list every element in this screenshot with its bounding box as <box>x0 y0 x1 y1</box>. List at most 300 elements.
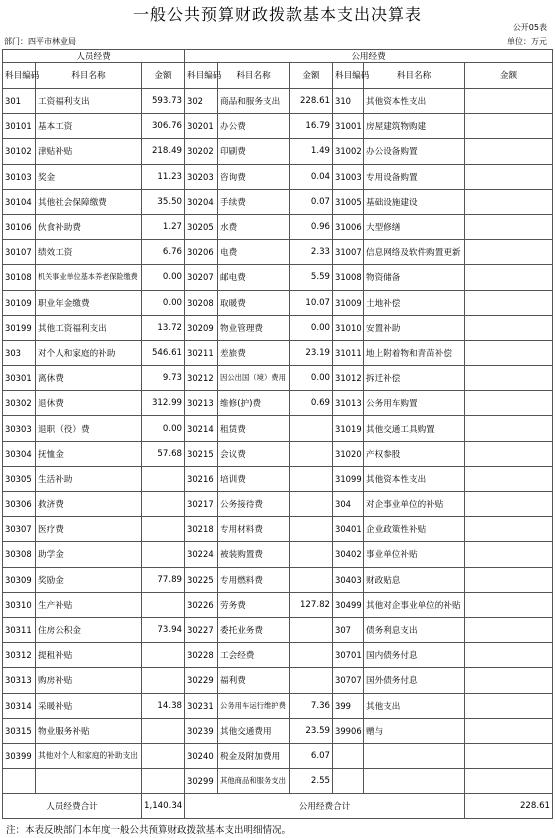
subject-code: 30205 <box>185 214 218 239</box>
subject-name: 对个人和家庭的补助 <box>36 340 142 365</box>
subject-name: 办公设备购置 <box>364 139 465 164</box>
subject-code: 30499 <box>333 592 364 617</box>
column-header-row <box>3 63 553 89</box>
subject-name: 工会经费 <box>218 643 290 668</box>
subject-name: 助学金 <box>36 542 142 567</box>
subject-name: 其他资本性支出 <box>364 466 465 491</box>
table-row <box>3 492 553 517</box>
subject-code: 30299 <box>185 769 218 794</box>
subject-code: 310 <box>333 89 364 114</box>
amount-cell <box>465 718 553 743</box>
subject-code: 30207 <box>185 265 218 290</box>
amount-cell: 2.55 <box>290 769 333 794</box>
subject-name: 其他资本性支出 <box>364 89 465 114</box>
table-row <box>3 542 553 567</box>
subject-name: 邮电费 <box>218 265 290 290</box>
amount-cell <box>142 492 185 517</box>
subject-code: 30308 <box>3 542 36 567</box>
report-title: 一般公共预算财政拨款基本支出决算表 <box>132 5 422 24</box>
amount-cell: 0.04 <box>290 164 333 189</box>
table-row <box>3 466 553 491</box>
subject-code: 30103 <box>3 164 36 189</box>
table-row <box>3 718 553 743</box>
subject-name: 机关事业单位基本养老保险缴费 <box>36 265 142 290</box>
subject-name: 福利费 <box>218 668 290 693</box>
subject-code: 30101 <box>3 114 36 139</box>
subject-name: 提租补贴 <box>36 643 142 668</box>
subject-code: 30399 <box>3 743 36 768</box>
amount-cell: 23.19 <box>290 340 333 365</box>
subject-code: 301 <box>3 89 36 114</box>
subject-code: 30201 <box>185 114 218 139</box>
group-public: 公用经费 <box>185 50 553 63</box>
subject-name: 退休费 <box>36 391 142 416</box>
subject-name: 物业服务补贴 <box>36 718 142 743</box>
table-row <box>3 567 553 592</box>
amount-cell <box>290 643 333 668</box>
table-row <box>3 366 553 391</box>
subject-code: 30203 <box>185 164 218 189</box>
amount-cell: 6.76 <box>142 240 185 265</box>
amount-cell <box>142 542 185 567</box>
subject-code: 30240 <box>185 743 218 768</box>
subject-code: 303 <box>3 340 36 365</box>
amount-cell: 9.73 <box>142 366 185 391</box>
subject-code: 30304 <box>3 441 36 466</box>
amount-cell: 0.00 <box>290 315 333 340</box>
amount-cell <box>465 189 553 214</box>
subject-name: 委托业务费 <box>218 617 290 642</box>
amount-cell <box>465 567 553 592</box>
subject-name: 财政贴息 <box>364 567 465 592</box>
amount-cell <box>142 466 185 491</box>
subject-name: 津贴补贴 <box>36 139 142 164</box>
table-row <box>3 214 553 239</box>
amount-cell: 5.59 <box>290 265 333 290</box>
header-amount: 金额 <box>142 63 185 89</box>
header-code: 科目编码 <box>333 63 364 89</box>
subject-code: 30307 <box>3 517 36 542</box>
subject-name: 企业政策性补贴 <box>364 517 465 542</box>
amount-cell: 57.68 <box>142 441 185 466</box>
subject-code: 30402 <box>333 542 364 567</box>
subject-name: 其他交通工具购置 <box>364 416 465 441</box>
subject-name: 其他工资福利支出 <box>36 315 142 340</box>
subject-name: 住房公积金 <box>36 617 142 642</box>
amount-cell <box>290 466 333 491</box>
amount-cell <box>142 668 185 693</box>
subject-code: 30305 <box>3 466 36 491</box>
subject-code: 30231 <box>185 693 218 718</box>
amount-cell <box>465 542 553 567</box>
subject-name: 基础设施建设 <box>364 189 465 214</box>
subject-code: 31010 <box>333 315 364 340</box>
department-label: 部门：四平市林业局 <box>4 37 76 46</box>
subject-name <box>364 769 465 794</box>
amount-cell: 6.07 <box>290 743 333 768</box>
amount-cell <box>465 466 553 491</box>
subject-name: 地上附着物和青苗补偿 <box>364 340 465 365</box>
subject-name: 税金及附加费用 <box>218 743 290 768</box>
personnel-total-value: 1,140.34 <box>142 794 185 819</box>
table-row <box>3 315 553 340</box>
amount-cell <box>465 643 553 668</box>
subject-name: 印刷费 <box>218 139 290 164</box>
group-personnel: 人员经费 <box>3 50 185 63</box>
table-row <box>3 290 553 315</box>
subject-code: 30302 <box>3 391 36 416</box>
subject-code: 30106 <box>3 214 36 239</box>
subject-code: 30216 <box>185 466 218 491</box>
subject-name: 其他社会保障缴费 <box>36 189 142 214</box>
subject-name: 生活补助 <box>36 466 142 491</box>
subject-name: 公务用车购置 <box>364 391 465 416</box>
subject-name: 公务用车运行维护费 <box>218 693 290 718</box>
unit-label: 单位：万元 <box>507 37 547 46</box>
amount-cell: 14.38 <box>142 693 185 718</box>
amount-cell <box>465 315 553 340</box>
amount-cell: 546.61 <box>142 340 185 365</box>
subject-code: 30309 <box>3 567 36 592</box>
table-row <box>3 668 553 693</box>
amount-cell <box>465 214 553 239</box>
subject-code: 399 <box>333 693 364 718</box>
table-row <box>3 617 553 642</box>
subject-code: 30303 <box>3 416 36 441</box>
subject-name: 拆迁补偿 <box>364 366 465 391</box>
amount-cell: 1.49 <box>290 139 333 164</box>
amount-cell: 312.99 <box>142 391 185 416</box>
subject-code: 31001 <box>333 114 364 139</box>
table-row <box>3 643 553 668</box>
subject-name: 专用燃料费 <box>218 567 290 592</box>
amount-cell <box>142 517 185 542</box>
subject-code: 30401 <box>333 517 364 542</box>
subject-code: 30109 <box>3 290 36 315</box>
table-row <box>3 89 553 114</box>
subject-name: 生产补贴 <box>36 592 142 617</box>
public-total-value: 228.61 <box>465 794 553 819</box>
amount-cell <box>290 668 333 693</box>
subject-name: 对企事业单位的补贴 <box>364 492 465 517</box>
header-amount: 金额 <box>290 63 333 89</box>
header-name: 科目名称 <box>218 63 290 89</box>
subject-name: 赠与 <box>364 718 465 743</box>
amount-cell: 7.36 <box>290 693 333 718</box>
amount-cell <box>465 743 553 768</box>
subject-name: 离休费 <box>36 366 142 391</box>
table-row <box>3 693 553 718</box>
subject-code: 31011 <box>333 340 364 365</box>
subject-code: 30239 <box>185 718 218 743</box>
header-code: 科目编码 <box>3 63 36 89</box>
subject-name: 医疗费 <box>36 517 142 542</box>
table-row <box>3 391 553 416</box>
amount-cell <box>465 769 553 794</box>
amount-cell <box>465 164 553 189</box>
subject-name: 国外债务付息 <box>364 668 465 693</box>
subject-code: 30707 <box>333 668 364 693</box>
subject-name: 工资福利支出 <box>36 89 142 114</box>
amount-cell: 0.00 <box>142 290 185 315</box>
amount-cell <box>465 517 553 542</box>
subject-name: 物资储备 <box>364 265 465 290</box>
amount-cell: 306.76 <box>142 114 185 139</box>
subject-code: 31099 <box>333 466 364 491</box>
amount-cell <box>290 542 333 567</box>
table-row <box>3 340 553 365</box>
subject-code: 30213 <box>185 391 218 416</box>
subject-code <box>333 769 364 794</box>
amount-cell <box>465 139 553 164</box>
amount-cell <box>290 492 333 517</box>
table-row <box>3 769 553 794</box>
subject-name: 奖励金 <box>36 567 142 592</box>
subject-name: 商品和服务支出 <box>218 89 290 114</box>
subject-code: 30227 <box>185 617 218 642</box>
subject-name: 伙食补助费 <box>36 214 142 239</box>
amount-cell <box>290 517 333 542</box>
subject-name: 绩效工资 <box>36 240 142 265</box>
subject-name: 水费 <box>218 214 290 239</box>
amount-cell: 16.79 <box>290 114 333 139</box>
table-row <box>3 416 553 441</box>
subject-name: 劳务费 <box>218 592 290 617</box>
amount-cell <box>142 592 185 617</box>
subject-name: 职业年金缴费 <box>36 290 142 315</box>
header-code: 科目编码 <box>185 63 218 89</box>
amount-cell: 10.07 <box>290 290 333 315</box>
subject-code: 30215 <box>185 441 218 466</box>
table-row <box>3 189 553 214</box>
subject-name: 手续费 <box>218 189 290 214</box>
amount-cell <box>465 441 553 466</box>
subject-code: 30228 <box>185 643 218 668</box>
subject-name: 事业单位补贴 <box>364 542 465 567</box>
subject-code: 31020 <box>333 441 364 466</box>
subject-code: 31005 <box>333 189 364 214</box>
amount-cell <box>465 492 553 517</box>
amount-cell <box>465 89 553 114</box>
subject-name: 债务利息支出 <box>364 617 465 642</box>
subject-code: 30208 <box>185 290 218 315</box>
subject-code: 30313 <box>3 668 36 693</box>
subject-name: 取暖费 <box>218 290 290 315</box>
table-row <box>3 164 553 189</box>
table-row <box>3 265 553 290</box>
subject-name: 租赁费 <box>218 416 290 441</box>
header-amount: 金额 <box>465 63 553 89</box>
subject-code: 39906 <box>333 718 364 743</box>
amount-cell <box>465 366 553 391</box>
totals-row <box>3 794 553 819</box>
table-row <box>3 517 553 542</box>
subject-code: 31009 <box>333 290 364 315</box>
subject-name: 信息网络及软件购置更新 <box>364 240 465 265</box>
subject-code: 304 <box>333 492 364 517</box>
table-row <box>3 139 553 164</box>
header-name: 科目名称 <box>36 63 142 89</box>
subject-name: 救济费 <box>36 492 142 517</box>
subject-code <box>3 769 36 794</box>
subject-name: 采暖补贴 <box>36 693 142 718</box>
amount-cell <box>465 240 553 265</box>
subject-code <box>333 743 364 768</box>
amount-cell: 77.89 <box>142 567 185 592</box>
amount-cell: 35.50 <box>142 189 185 214</box>
subject-code: 30310 <box>3 592 36 617</box>
subject-name: 被装购置费 <box>218 542 290 567</box>
amount-cell <box>142 743 185 768</box>
amount-cell: 593.73 <box>142 89 185 114</box>
subject-code: 30314 <box>3 693 36 718</box>
amount-cell: 23.59 <box>290 718 333 743</box>
subject-name: 退职（役）费 <box>36 416 142 441</box>
subject-code: 302 <box>185 89 218 114</box>
amount-cell: 0.00 <box>142 265 185 290</box>
amount-cell: 0.07 <box>290 189 333 214</box>
subject-code: 30199 <box>3 315 36 340</box>
amount-cell <box>465 114 553 139</box>
amount-cell <box>465 290 553 315</box>
table-row <box>3 592 553 617</box>
subject-name: 奖金 <box>36 164 142 189</box>
subject-code: 31012 <box>333 366 364 391</box>
subject-code: 30102 <box>3 139 36 164</box>
amount-cell <box>290 416 333 441</box>
subject-code: 30315 <box>3 718 36 743</box>
subject-code: 30107 <box>3 240 36 265</box>
subject-code: 30108 <box>3 265 36 290</box>
subject-name: 产权参股 <box>364 441 465 466</box>
amount-cell <box>142 643 185 668</box>
subject-code: 30225 <box>185 567 218 592</box>
amount-cell <box>465 668 553 693</box>
subject-code: 30306 <box>3 492 36 517</box>
subject-code: 307 <box>333 617 364 642</box>
subject-code: 31013 <box>333 391 364 416</box>
subject-code: 31019 <box>333 416 364 441</box>
amount-cell <box>465 693 553 718</box>
subject-name: 物业管理费 <box>218 315 290 340</box>
amount-cell: 73.94 <box>142 617 185 642</box>
subject-code: 30202 <box>185 139 218 164</box>
subject-name: 国内债务付息 <box>364 643 465 668</box>
table-row <box>3 441 553 466</box>
expenditure-table <box>2 49 553 819</box>
subject-name: 会议费 <box>218 441 290 466</box>
amount-cell <box>465 265 553 290</box>
subject-name <box>36 769 142 794</box>
amount-cell <box>142 718 185 743</box>
subject-code: 30403 <box>333 567 364 592</box>
amount-cell: 11.23 <box>142 164 185 189</box>
amount-cell <box>290 567 333 592</box>
subject-code: 30104 <box>3 189 36 214</box>
subject-code: 30217 <box>185 492 218 517</box>
subject-code: 31006 <box>333 214 364 239</box>
amount-cell <box>465 340 553 365</box>
subject-name: 购房补贴 <box>36 668 142 693</box>
amount-cell: 0.96 <box>290 214 333 239</box>
subject-code: 31003 <box>333 164 364 189</box>
subject-code: 31007 <box>333 240 364 265</box>
subject-code: 30701 <box>333 643 364 668</box>
amount-cell: 127.82 <box>290 592 333 617</box>
subject-name: 培训费 <box>218 466 290 491</box>
header-name: 科目名称 <box>364 63 465 89</box>
subject-name: 差旅费 <box>218 340 290 365</box>
subject-code: 30226 <box>185 592 218 617</box>
amount-cell: 1.27 <box>142 214 185 239</box>
group-header-row <box>3 50 553 63</box>
amount-cell: 0.00 <box>290 366 333 391</box>
subject-code: 30224 <box>185 542 218 567</box>
subject-name: 其他对个人和家庭的补助支出 <box>36 743 142 768</box>
amount-cell <box>142 769 185 794</box>
subject-code: 30212 <box>185 366 218 391</box>
subject-name: 办公费 <box>218 114 290 139</box>
amount-cell <box>465 391 553 416</box>
table-row <box>3 240 553 265</box>
subject-code: 30204 <box>185 189 218 214</box>
subject-name: 其他商品和服务支出 <box>218 769 290 794</box>
subject-name: 安置补助 <box>364 315 465 340</box>
amount-cell <box>290 617 333 642</box>
subject-name: 其他对企事业单位的补贴 <box>364 592 465 617</box>
subject-name: 因公出国（境）费用 <box>218 366 290 391</box>
subject-name: 基本工资 <box>36 114 142 139</box>
subject-code: 31002 <box>333 139 364 164</box>
subject-name: 咨询费 <box>218 164 290 189</box>
amount-cell: 0.00 <box>142 416 185 441</box>
table-row <box>3 114 553 139</box>
personnel-total-label: 人员经费合计 <box>3 794 142 819</box>
amount-cell: 228.61 <box>290 89 333 114</box>
subject-code: 31008 <box>333 265 364 290</box>
amount-cell <box>465 617 553 642</box>
subject-code: 30229 <box>185 668 218 693</box>
subject-name: 专用材料费 <box>218 517 290 542</box>
amount-cell <box>465 592 553 617</box>
subject-name: 公务接待费 <box>218 492 290 517</box>
amount-cell: 13.72 <box>142 315 185 340</box>
subject-name: 抚恤金 <box>36 441 142 466</box>
subject-code: 30214 <box>185 416 218 441</box>
subject-name: 专用设备购置 <box>364 164 465 189</box>
subject-name: 土地补偿 <box>364 290 465 315</box>
amount-cell: 218.49 <box>142 139 185 164</box>
subject-code: 30301 <box>3 366 36 391</box>
subject-name: 其他支出 <box>364 693 465 718</box>
amount-cell: 2.33 <box>290 240 333 265</box>
subject-name: 房屋建筑物购建 <box>364 114 465 139</box>
footnote: 注：本表反映部门本年度一般公共预算财政拨款基本支出明细情况。 <box>6 825 292 836</box>
subject-code: 30206 <box>185 240 218 265</box>
public-total-label: 公用经费合计 <box>185 794 465 819</box>
subject-code: 30218 <box>185 517 218 542</box>
subject-name: 维修(护)费 <box>218 391 290 416</box>
subject-name: 其他交通费用 <box>218 718 290 743</box>
table-row <box>3 743 553 768</box>
amount-cell <box>465 416 553 441</box>
subject-code: 30311 <box>3 617 36 642</box>
subject-name: 电费 <box>218 240 290 265</box>
amount-cell <box>290 441 333 466</box>
subject-name: 大型修缮 <box>364 214 465 239</box>
subject-code: 30211 <box>185 340 218 365</box>
subject-name <box>364 743 465 768</box>
